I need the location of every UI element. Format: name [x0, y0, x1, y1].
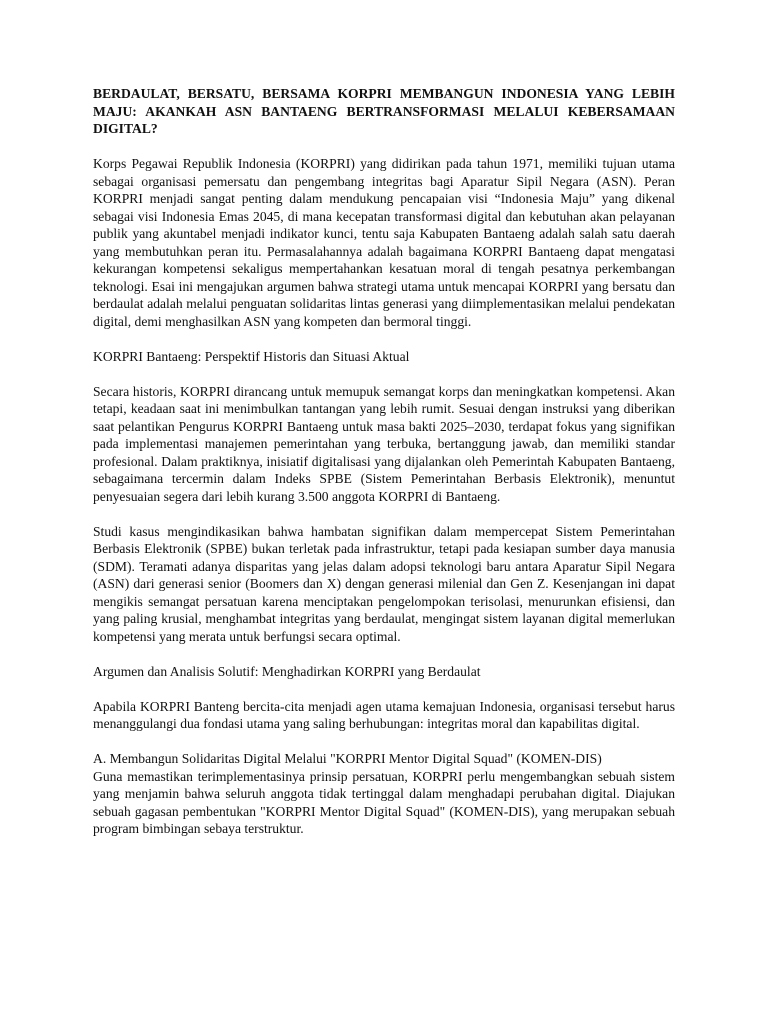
intro-paragraph: Korps Pegawai Republik Indonesia (KORPRI) yang didirikan pada tahun 1971, memiliki tujuan utama sebagai organisasi pemersatu dan pengembang integritas bagi Aparatur Sipil Negara (ASN). Peran KORPRI menjadi sangat penting dalam mendukung pencapaian visi “Indonesia Maju” yang dikenal sebagai visi Indonesia Emas 2045, di mana kecepatan transformasi digital dan kebutuhan akan pelayanan publik yang akuntabel menjadi indikator kunci, tentu saja Kabupaten Bantaeng adalah salah satu daerah yang membutuhkan peran itu. Permasalahannya adalah bagaimana KORPRI Bantaeng dapat mengatasi kekurangan kompetensi sekaligus mempertahankan kesatuan moral di tengah pesatnya perkembangan teknologi. Esai ini mengajukan argumen bahwa strategi utama untuk mencapai KORPRI yang bersatu dan berdaulat adalah melalui penguatan solidaritas lintas generasi yang diimplementasikan melalui pendekatan digital, demi menghasilkan ASN yang kompeten dan bermoral tinggi.: [93, 156, 675, 329]
section-heading-argumen: Argumen dan Analisis Solutif: Menghadirkan KORPRI yang Berdaulat: [93, 663, 481, 679]
document-title: BERDAULAT, BERSATU, BERSAMA KORPRI MEMBANGUN INDONESIA YANG LEBIH MAJU: AKANKAH ASN BANTAENG BERTRANSFORMASI MELALUI KEBERSAMAAN DIGITAL?: [93, 86, 675, 136]
section1-paragraph-2: Studi kasus mengindikasikan bahwa hambatan signifikan dalam mempercepat Sistem Pemerintahan Berbasis Elektronik (SPBE) bukan terletak pada infrastruktur, tetapi pada kesiapan sumber daya manusia (SDM). Teramati adanya disparitas yang jelas dalam adopsi teknologi baru antara Aparatur Sipil Negara (ASN) dari generasi senior (Boomers dan X) dengan generasi milenial dan Gen Z. Kesenjangan ini dapat mengikis semangat persatuan karena menciptakan pengelompokan terisolasi, menurunkan efisiensi, dan yang paling krusial, menghambat integritas yang berdaulat, mengingat sistem layanan digital memerlukan kompetensi yang merata untuk berfungsi secara optimal.: [93, 523, 675, 644]
section-heading-historis: KORPRI Bantaeng: Perspektif Historis dan Situasi Aktual: [93, 348, 410, 364]
section1-paragraph-1: Secara historis, KORPRI dirancang untuk memupuk semangat korps dan meningkatkan kompetensi. Akan tetapi, keadaan saat ini menimbulkan tantangan yang lebih rumit. Sesuai dengan instruksi yang diberikan saat pelantikan Pengurus KORPRI Bantaeng untuk masa bakti 2025–2030, terdapat fokus yang signifikan pada implementasi manajemen pemerintahan yang terbuka, bertanggung jawab, dan memiliki standar profesional. Dalam praktiknya, inisiatif digitalisasi yang dijalankan oleh Pemerintah Kabupaten Bantaeng, sebagaimana tercermin dalam Indeks SPBE (Sistem Pemerintahan Berbasis Elektronik), menuntut penyesuaian segera dari lebih kurang 3.500 anggota KORPRI di Bantaeng.: [93, 383, 675, 504]
section2-paragraph-1: Apabila KORPRI Banteng bercita-cita menjadi agen utama kemajuan Indonesia, organisasi tersebut harus menanggulangi dua fondasi utama yang saling berhubungan: integritas moral dan kapabilitas digital.: [93, 698, 675, 731]
subsection-heading-a: A. Membangun Solidaritas Digital Melalui "KORPRI Mentor Digital Squad" (KOMEN-DIS): [93, 751, 602, 766]
document-page: [93, 85, 675, 855]
subsection-a-paragraph-1: Guna memastikan terimplementasinya prinsip persatuan, KORPRI perlu mengembangkan sebuah sistem yang menjamin bahwa seluruh anggota tidak tertinggal dalam menghadapi perubahan digital. Diajukan sebuah gagasan pembentukan "KORPRI Mentor Digital Squad" (KOMEN-DIS), yang merupakan sebuah program bimbingan sebaya terstruktur.: [93, 768, 675, 836]
